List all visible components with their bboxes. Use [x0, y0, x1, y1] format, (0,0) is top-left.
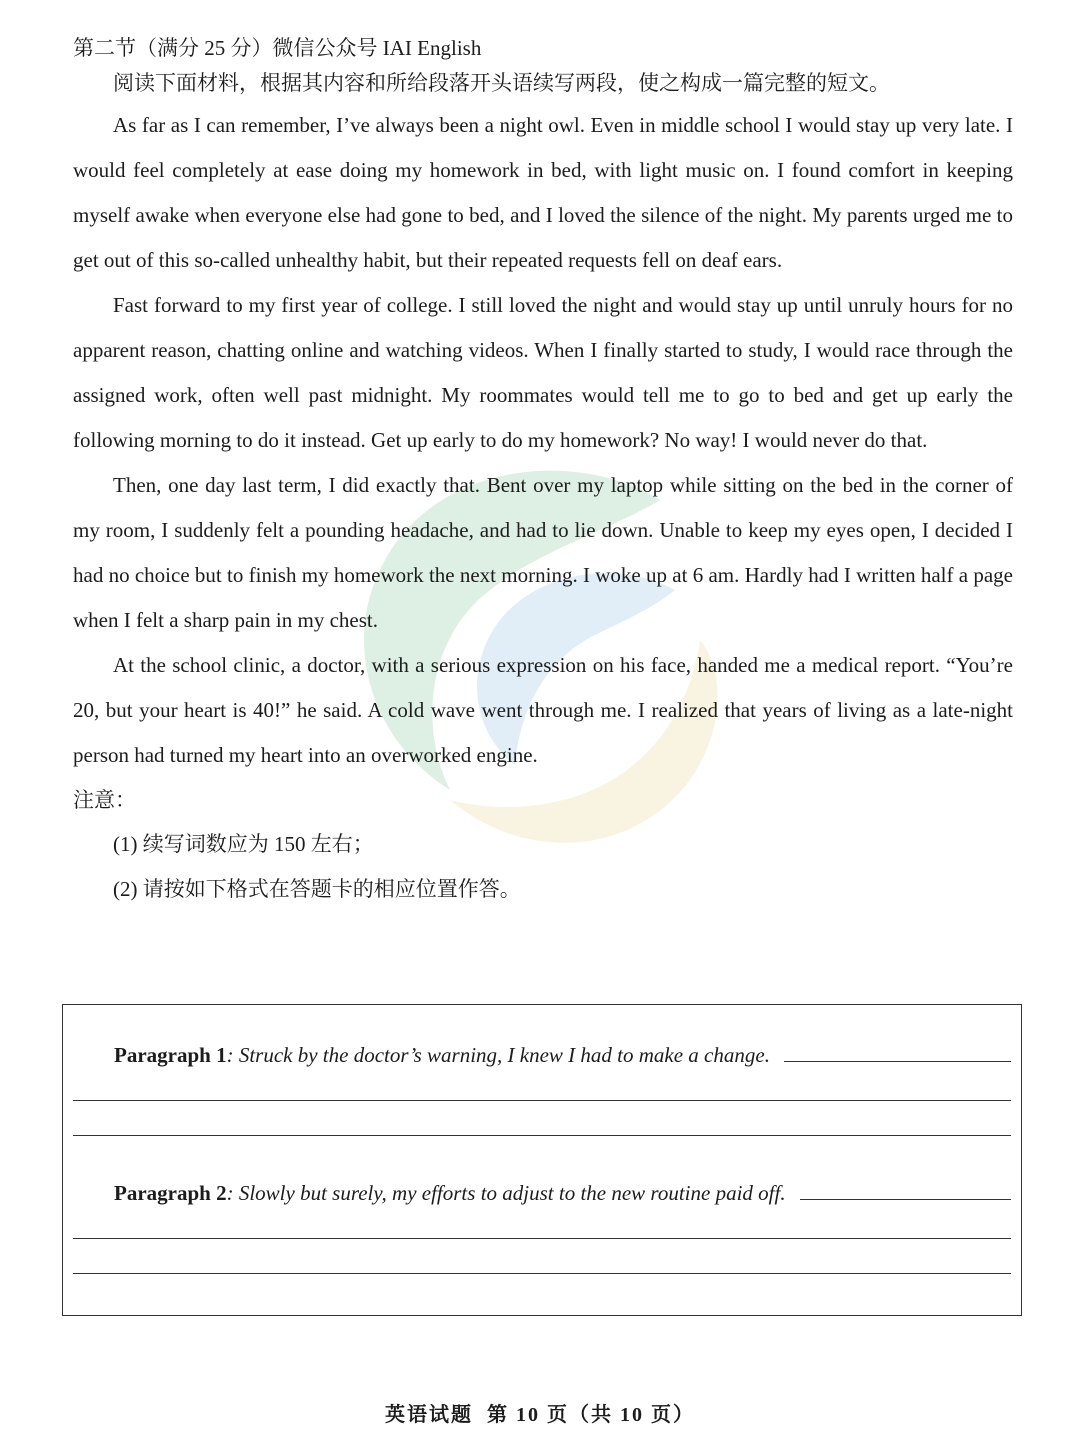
paragraph-2-blank[interactable]: [800, 1198, 1011, 1200]
story-paragraph: Fast forward to my first year of college. I still loved the night and would stay up until unruly hours for no apparent reason, chatting online and watching videos. When I finally started to study, I would race through the assigned work, often well past midnight. My roommates would tell me to go to bed and get up early the following morning to do it instead. Get up early to do my homework? No way! I would never do that.: [73, 293, 1013, 452]
answer-box: [62, 1004, 1022, 1316]
page-footer: 英语试题 第 10 页（共 10 页）: [385, 1404, 695, 1426]
exam-page: [73, 30, 1013, 912]
section-title: 第二节（满分 25 分）微信公众号 IAI English: [73, 36, 482, 60]
paragraph-2-label: Paragraph 2: [114, 1181, 227, 1205]
notice-item: (1) 续写词数应为 150 左右；: [113, 832, 374, 856]
writing-line[interactable]: [73, 1238, 1011, 1239]
notice-heading: 注意：: [73, 788, 136, 812]
story-text: [73, 103, 1013, 778]
writing-line[interactable]: [73, 1135, 1011, 1136]
paragraph-2-opening: : Slowly but surely, my efforts to adjust to the new routine paid off.: [226, 1181, 786, 1205]
writing-line[interactable]: [73, 1273, 1011, 1274]
paragraph-1-opening: : Struck by the doctor’s warning, I knew I had to make a change.: [226, 1043, 770, 1067]
paragraph-1-blank[interactable]: [784, 1060, 1011, 1062]
notice-item: (2) 请按如下格式在答题卡的相应位置作答。: [113, 877, 521, 901]
story-paragraph: As far as I can remember, I’ve always been a night owl. Even in middle school I would stay up very late. I would feel completely at ease doing my homework in bed, with light music on. I found comfort in keeping myself awake when everyone else had gone to bed, and I loved the silence of the night. My parents urged me to get out of this so-called unhealthy habit, but their repeated requests fell on deaf ears.: [73, 113, 1013, 272]
paragraph-2-prompt: [114, 1181, 1011, 1206]
story-paragraph: Then, one day last term, I did exactly that. Bent over my laptop while sitting on the bed in the corner of my room, I suddenly felt a pounding headache, and had to lie down. Unable to keep my eyes open, I decided I had no choice but to finish my homework the next morning. I woke up at 6 am. Hardly had I written half a page when I felt a sharp pain in my chest.: [73, 473, 1013, 632]
instruction: 阅读下面材料，根据其内容和所给段落开头语续写两段，使之构成一篇完整的短文。: [113, 71, 890, 95]
story-paragraph: At the school clinic, a doctor, with a serious expression on his face, handed me a medical report. “You’re 20, but your heart is 40!” he said. A cold wave went through me. I realized that years of living as a late-night person had turned my heart into an overworked engine.: [73, 653, 1013, 767]
writing-line[interactable]: [73, 1100, 1011, 1101]
paragraph-1-label: Paragraph 1: [114, 1043, 227, 1067]
paragraph-1-prompt: [114, 1043, 1011, 1068]
